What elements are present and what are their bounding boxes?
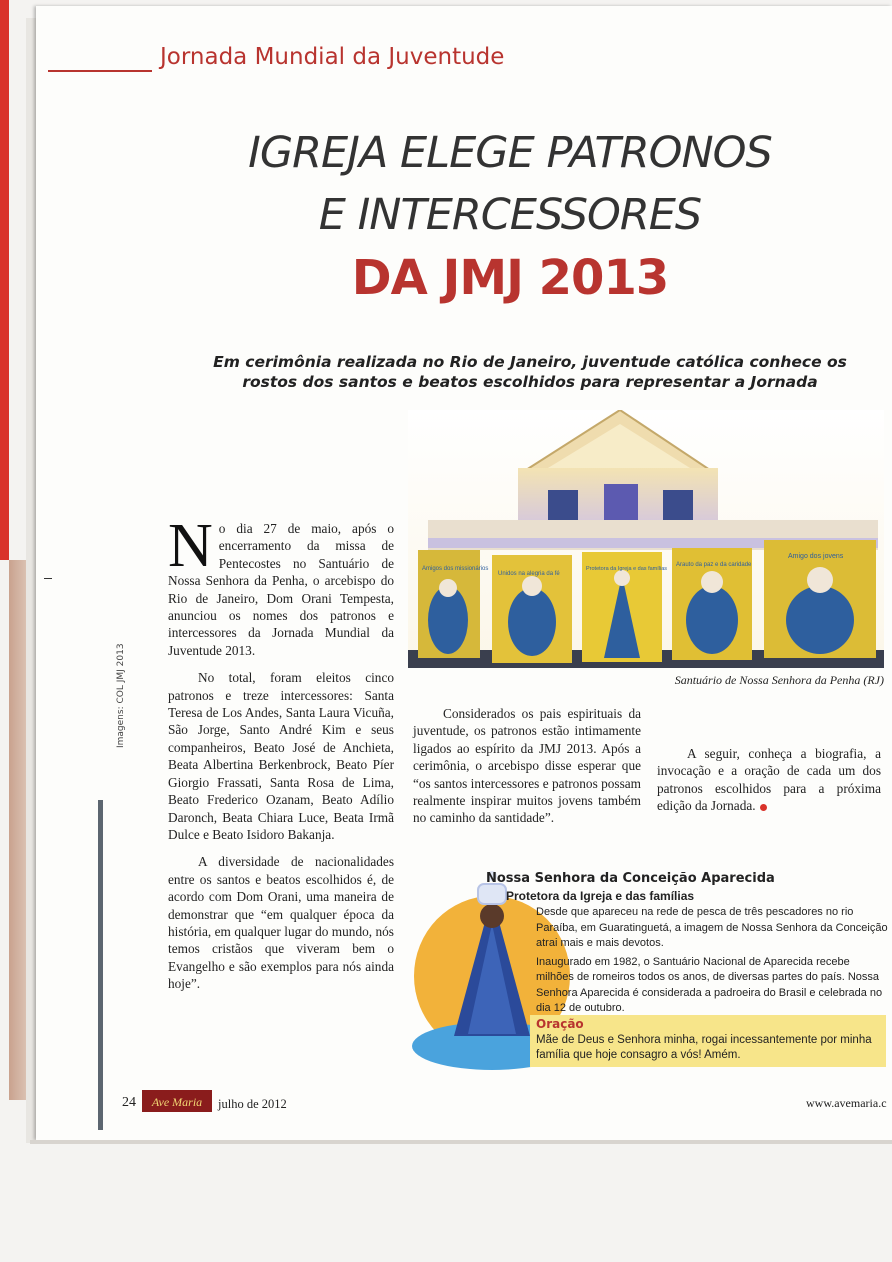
binding-strip	[98, 800, 103, 1130]
headline-line-1: IGREJA ELEGE PATRONOS	[248, 128, 772, 178]
headline-line-3: DA JMJ 2013	[351, 250, 669, 306]
article-column-2	[413, 705, 641, 827]
box-paragraph-2: Inaugurado em 1982, o Santuário Nacional de Aparecida recebe milhões de romeiros todos os anos, de diversas partes do país. Nossa Senhora Aparecida é considerada a padroeira do Brasil e celebrada no dia 12 de outubro.	[536, 955, 883, 1014]
box-paragraph-1: Desde que apareceu na rede de pesca de três pescadores no rio Paraíba, em Guaratinguetá, a imagem de Nossa Senhora da Conceição atrai mais e mais devotos.	[536, 906, 888, 949]
section-header: Jornada Mundial da Juventude	[160, 44, 505, 70]
article-column-1	[168, 512, 394, 993]
drop-cap: N	[168, 512, 213, 580]
issue-date: julho de 2012	[218, 1097, 287, 1111]
website-url: www.avemaria.c	[806, 1096, 887, 1110]
prayer-text: Mãe de Deus e Senhora minha, rogai incessantemente por minha família que hoje consagro a vós! Amém.	[536, 1034, 872, 1061]
end-mark-icon	[760, 804, 767, 811]
page-number: 24	[122, 1095, 136, 1110]
banner-5-text: Amigo dos jovens	[788, 553, 844, 560]
headline-line-2: E INTERCESSORES	[318, 190, 702, 240]
section-rule	[48, 70, 152, 72]
sanctuary-photo	[408, 410, 884, 668]
photo-credit: Imagens: COL JMJ 2013	[116, 643, 126, 748]
paragraph-5-text: A seguir, conheça a biografia, a invocação e a oração de cada um dos patronos escolhidos para a próxima edição da Jornada.	[657, 746, 881, 814]
paragraph-2: No total, foram eleitos cinco patronos e treze intercessores: Santa Teresa de Los Andes, Santa Laura Vicuña, São Jorge, Santo André Kim e seus companheiros, Beato José de Anchieta, Beata Albertina Berkenbrock, Beato Píer Giorgio Frassati, Santa Rosa de Lima, Beato Frederico Ozanam, Beato Adílio Daronch, Beata Chiara Luce, Beata Irmã Dulce e Beato Isidoro Bakanja.	[168, 670, 394, 842]
paragraph-3: A diversidade de nacionalidades entre os santos e beatos escolhidos é, de acordo com Dom Orani, uma maneira de demonstrar que “em qualquer época da história, em qualquer lugar do mundo, nós temos cristãos que viveram bem o Evangelho e são exemplos para nós ainda hoje”.	[168, 854, 394, 992]
paragraph-1	[168, 512, 394, 659]
banner-4-text: Arauto da paz e da caridade	[676, 562, 752, 568]
page-bottom-edge	[30, 1140, 892, 1144]
banner-3-text: Protetora da Igreja e das famílias	[586, 566, 668, 572]
banner-2-text: Unidos na alegria da fé	[498, 571, 560, 577]
paragraph-1-text: o dia 27 de maio, após o encerramento da missa de Pentecostes no Santuário de Nossa Senhora da Penha, o arcebispo do Rio de Janeiro, Dom Orani Tempesta, anunciou os nomes dos patronos e intercessores da Jornada Mundial da Juventude 2013.	[168, 521, 394, 658]
margin-mark	[44, 578, 52, 579]
prayer-title: Oração	[536, 1017, 584, 1031]
magazine-logo: Ave Maria	[142, 1090, 212, 1112]
left-red-edge	[0, 0, 9, 560]
box-title: Nossa Senhora da Conceição Aparecida	[486, 871, 775, 886]
box-body	[536, 905, 888, 1020]
paragraph-4: Considerados os pais espirituais da juventude, os patronos estão intimamente ligados ao espírito da JMJ 2013. Após a cerimônia, o arcebispo disse esperar que “os santos intercessores e patronos possam realmente inspirar muitos jovens também no caminho da santidade”.	[413, 706, 641, 826]
article-column-3	[657, 705, 881, 815]
article-subtitle: Em cerimônia realizada no Rio de Janeiro, juventude católica conhece os rostos dos santos e beatos escolhidos para representar a Jornada	[213, 353, 847, 391]
photo-caption: Santuário de Nossa Senhora da Penha (RJ)	[674, 673, 884, 687]
banner-1-text: Amigos dos missionários	[422, 566, 489, 572]
paragraph-5	[657, 745, 881, 815]
box-subtitle: Protetora da Igreja e das famílias	[506, 889, 695, 903]
